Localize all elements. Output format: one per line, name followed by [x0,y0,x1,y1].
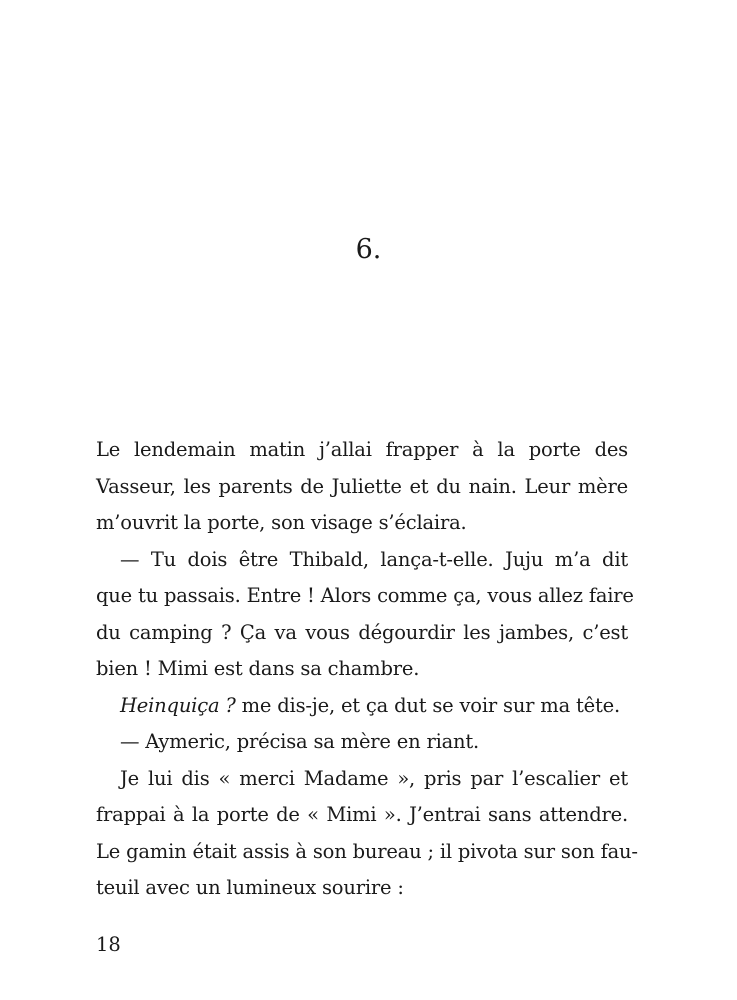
text-line: bien ! Mimi est dans sa chambre. [96,657,420,680]
text-line: frappai à la porte de « Mimi ». J’entrai sans attendre. [96,803,628,826]
text-line: Vasseur, les parents de Juliette et du nain. Leur mère [96,474,628,498]
chapter-number: 6. [355,234,382,265]
text-line: Je lui dis « merci Madame », pris par l’escalier et [120,766,628,790]
body-text [96,432,638,907]
paragraph-5 [96,761,638,907]
text-line: Le gamin était assis à son bureau ; il pivota sur son fau- [96,839,638,863]
text-line: teuil avec un lumineux sourire : [96,876,404,899]
text-line: — Aymeric, précisa sa mère en riant. [120,730,480,753]
text-line: — Tu dois être Thibald, lança-t-elle. Juju m’a dit [120,547,628,571]
text-line [96,688,628,725]
text-line: que tu passais. Entre ! Alors comme ça, vous allez faire [96,584,634,607]
text-line: du camping ? Ça va vous dégourdir les jambes, c’est [96,620,628,644]
paragraph-2 [96,542,634,688]
italic-thought: Heinquiça ? [120,693,236,717]
text-line: Le lendemain matin j’allai frapper à la porte des [96,438,628,461]
text-line: m’ouvrit la porte, son visage s’éclaira. [96,511,467,534]
text-span: me dis-je, et ça dut se voir sur ma tête. [235,693,620,717]
paragraph-1 [96,432,628,542]
page-number: 18 [96,933,121,956]
paragraph-3 [96,688,628,725]
paragraph-4 [96,724,628,761]
